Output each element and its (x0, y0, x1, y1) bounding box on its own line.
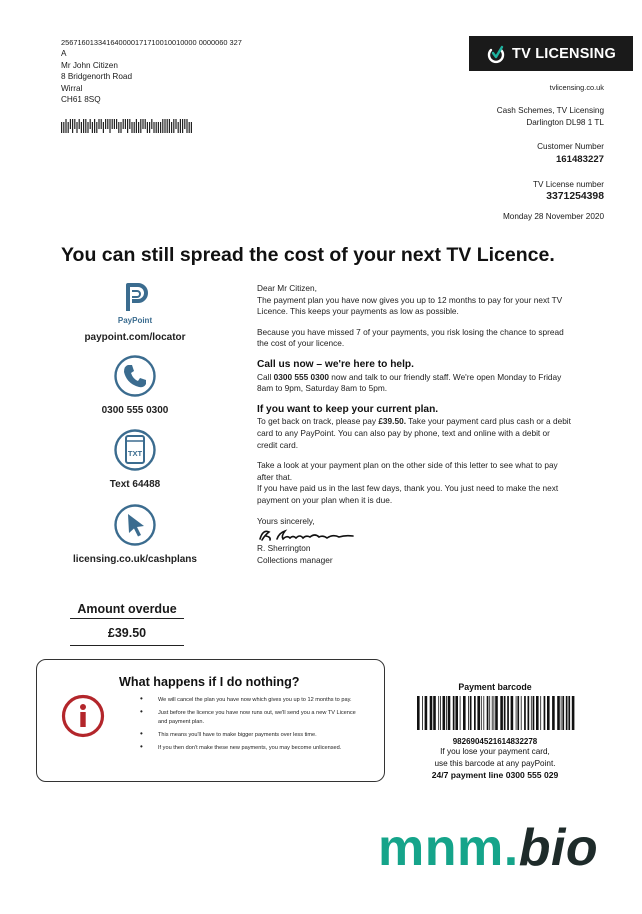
do-nothing-list (140, 696, 365, 757)
paragraph-missed: Because you have missed 7 of your payments, you risk losing the chance to spread the cost of your licence. (257, 326, 564, 349)
signatory-name: R. Sherrington (257, 543, 311, 554)
contact-web (60, 503, 210, 565)
list-item: • Just before the licence you have now runs out, we'll send you a new TV Licence and payment plan. (140, 709, 365, 726)
page-title: You can still spread the cost of your next TV Licence. (61, 244, 555, 266)
list-item: • This means you'll have to make bigger payments over less time. (140, 731, 365, 739)
sender-dept: Cash Schemes, TV Licensing (496, 106, 604, 116)
do-nothing-title: What happens if I do nothing? (119, 675, 300, 689)
list-item: • We will cancel the plan you have now which gives you up to 12 months to pay. (140, 696, 365, 704)
sender-block (404, 82, 604, 222)
sender-address: Darlington DL98 1 TL (526, 117, 604, 127)
keep-amount: £39.50. (378, 416, 406, 427)
payment-line: 24/7 payment line 0300 555 029 (431, 770, 559, 781)
reference-line: 256716013341640000171710010010000 0000060 327 (61, 38, 242, 47)
watermark-part2: bio (518, 819, 599, 877)
paypoint-locator-link[interactable]: paypoint.com/locator (84, 332, 186, 343)
call-heading: Call us now – we're here to help. (257, 358, 414, 370)
signature-image (257, 527, 357, 543)
recipient-line2: Wirral (61, 83, 83, 93)
recipient-block (61, 37, 242, 105)
tv-licensing-logo (469, 36, 633, 71)
watermark-dot: . (503, 819, 519, 877)
logo-text: TV LICENSING (512, 45, 616, 62)
call-number[interactable]: 0300 555 0300 (273, 371, 329, 382)
keep-prefix: To get back on track, please pay (257, 416, 379, 427)
contact-text (60, 428, 210, 490)
cashplans-link[interactable]: licensing.co.uk/cashplans (73, 554, 197, 565)
payment-barcode-block (405, 682, 585, 782)
recipient-name: Mr John Citizen (61, 60, 118, 70)
payment-barcode-image (415, 694, 575, 732)
info-icon (61, 694, 105, 738)
phone-number-link[interactable]: 0300 555 0300 (101, 405, 169, 416)
amount-overdue-label: Amount overdue (77, 602, 177, 616)
signoff: Yours sincerely, (257, 515, 315, 526)
watermark-part1: mnm (378, 819, 504, 877)
payment-barcode-number: 9826904521614832278 (452, 737, 538, 746)
signatory-role: Collections manager (257, 554, 333, 565)
licence-number-label: TV License number (533, 179, 604, 189)
licence-number: 3371254398 (546, 191, 604, 203)
amount-overdue-block (70, 602, 184, 646)
paypoint-icon-text: PayPoint (117, 316, 153, 325)
text-shortcode: Text 64488 (109, 479, 161, 490)
reference-letter: A (61, 49, 67, 59)
keep-plan-heading: If you want to keep your current plan. (257, 403, 439, 415)
sender-website: tvlicensing.co.uk (549, 83, 604, 92)
phone-icon (113, 354, 157, 398)
contact-paypoint (60, 281, 210, 343)
paragraph-paid: If you have paid us in the last few days, thank you. You just need to make the next payment on your plan when it is due. (257, 483, 559, 505)
paragraph-call (257, 372, 572, 395)
payment-barcode-line2: use this barcode at any payPoint. (434, 758, 556, 768)
paragraph-keep-plan (257, 416, 572, 451)
letter-date: Monday 28 November 2020 (502, 212, 604, 222)
call-prefix: Call (257, 371, 274, 382)
watermark-logo (378, 818, 598, 878)
tv-licensing-tick-icon (486, 44, 506, 64)
amount-overdue-value: £39.50 (107, 626, 147, 640)
recipient-line1: 8 Bridgenorth Road (61, 72, 133, 82)
paragraph-plan: The payment plan you have now gives you up to 12 months to pay for your next TV Licence. This keeps your payments as low as possible. (257, 294, 563, 317)
txt-icon-text: TXT (127, 449, 143, 458)
text-message-icon (113, 428, 157, 472)
paypoint-icon (112, 281, 158, 325)
postal-barcode (61, 119, 193, 133)
payment-barcode-title: Payment barcode (458, 682, 532, 692)
cursor-icon (113, 503, 157, 547)
customer-number-label: Customer Number (537, 142, 604, 152)
recipient-postcode: CH61 8SQ (61, 95, 101, 105)
letter-body (257, 283, 572, 566)
customer-number: 161483227 (555, 153, 604, 165)
paragraph-look: Take a look at your payment plan on the other side of this letter to see what to pay after that. (257, 460, 558, 482)
keep-suffix: Take your payment card plus cash or a debit card to any PayPoint. You can also pay by phone, text and online with a debit or credit card. (257, 416, 571, 450)
list-item: • If you then don't make these new payments, you may become unlicensed. (140, 744, 365, 752)
call-suffix: now and talk to our friendly staff. We're open Monday to Friday 8am to 9pm, Saturday 8am to 5pm. (257, 371, 562, 394)
greeting: Dear Mr Citizen, (257, 283, 317, 293)
payment-barcode-line1: If you lose your payment card, (440, 747, 550, 756)
contact-phone (60, 354, 210, 416)
